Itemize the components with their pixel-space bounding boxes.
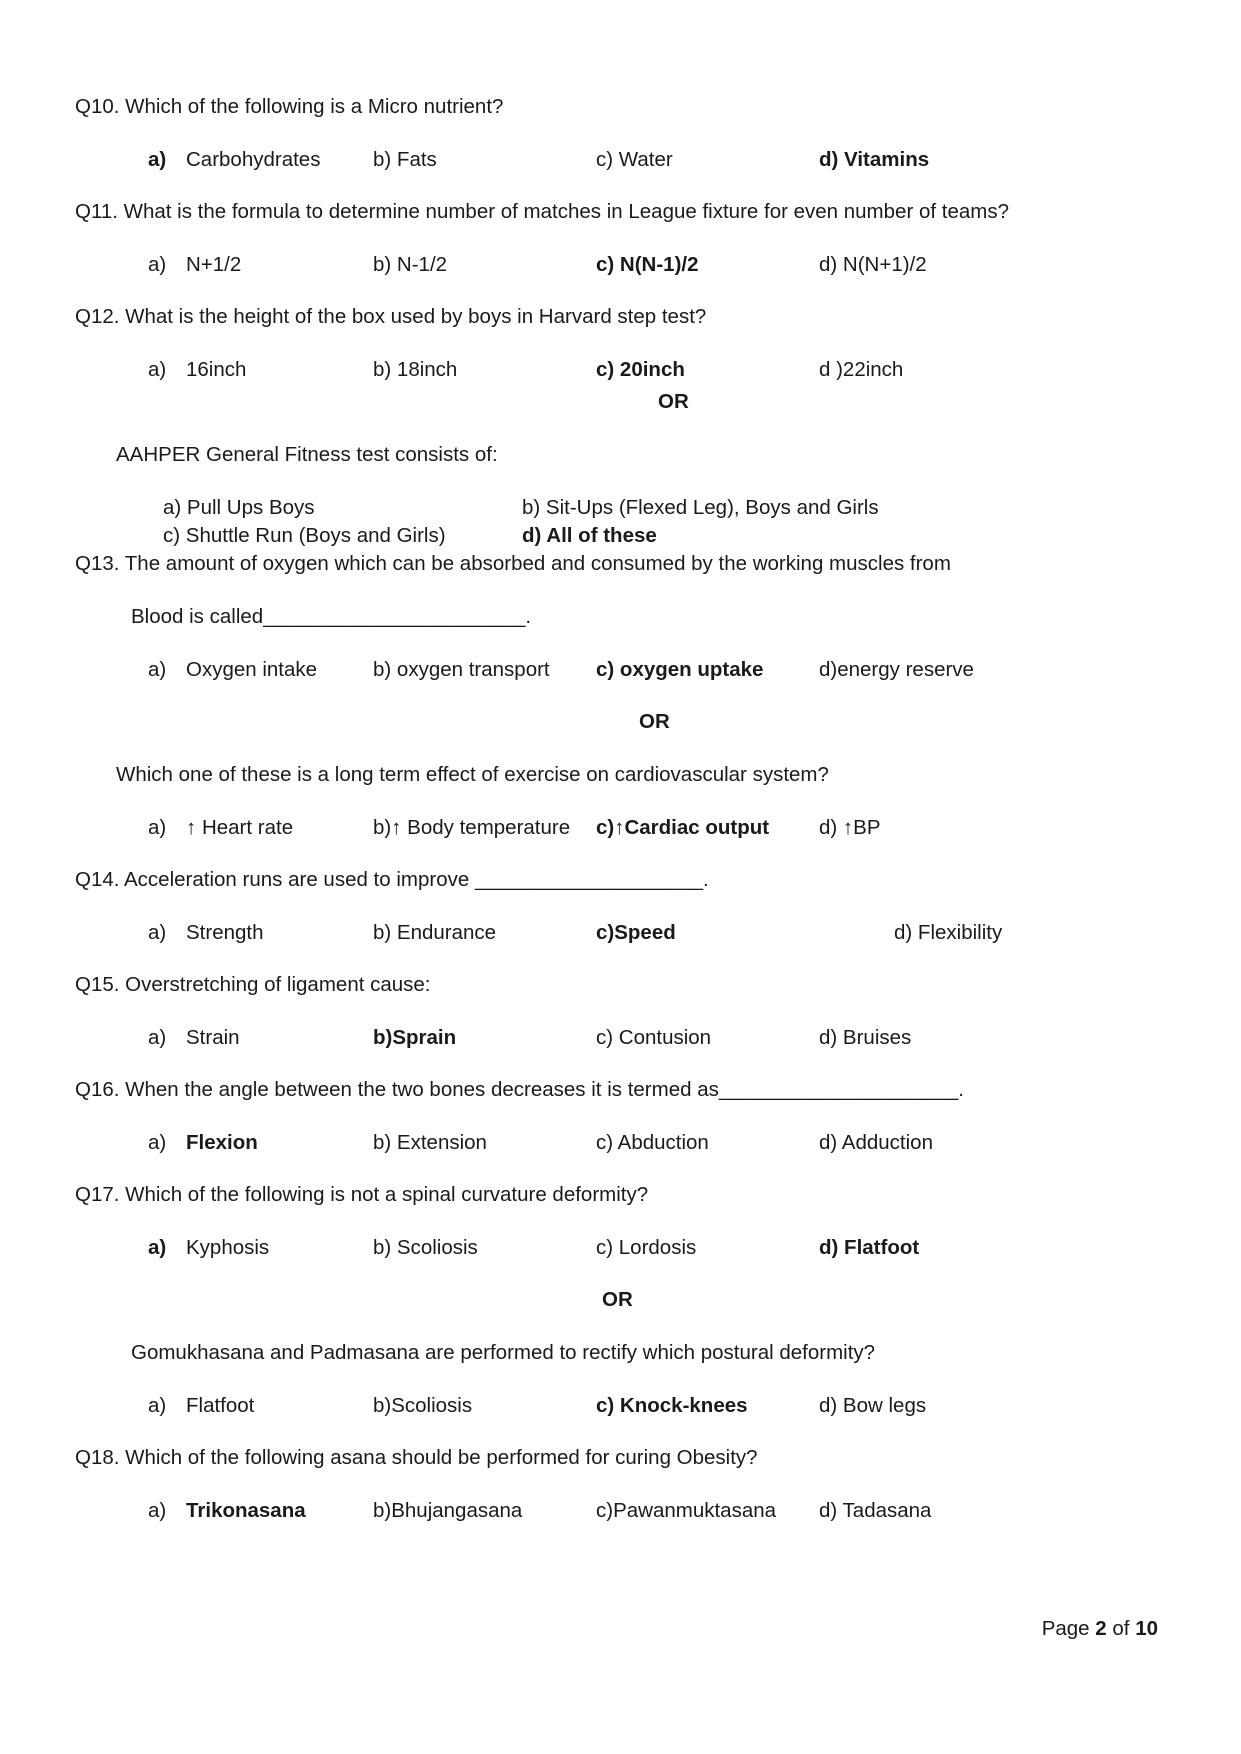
option-a: Strain bbox=[186, 1026, 240, 1049]
option-d: d)energy reserve bbox=[819, 658, 974, 681]
alt-option-c: c) Shuttle Run (Boys and Girls) bbox=[163, 524, 446, 547]
option-a-label: a) bbox=[148, 658, 167, 681]
option-b: b) Fats bbox=[373, 148, 437, 171]
option-d-answer: d) Flatfoot bbox=[819, 1236, 920, 1259]
option-a: Strength bbox=[186, 921, 264, 944]
question-q14: Q14. Acceleration runs are used to improve ____________________. bbox=[75, 868, 709, 891]
option-a-label: a) bbox=[148, 358, 167, 381]
option-d: d) N(N+1)/2 bbox=[819, 253, 927, 276]
option-b: b) N-1/2 bbox=[373, 253, 448, 276]
alt-option-d: d) ↑BP bbox=[819, 816, 881, 839]
question-q18: Q18. Which of the following asana should be performed for curing Obesity? bbox=[75, 1446, 758, 1469]
option-c: c) Abduction bbox=[596, 1131, 709, 1154]
option-c-answer: c) 20inch bbox=[596, 358, 685, 381]
or-separator: OR bbox=[602, 1288, 633, 1311]
option-a: Kyphosis bbox=[186, 1236, 270, 1259]
question-q13: Q13. The amount of oxygen which can be absorbed and consumed by the working muscles from bbox=[75, 552, 951, 575]
page-prefix: Page bbox=[1041, 1617, 1096, 1640]
or-separator: OR bbox=[639, 710, 670, 733]
option-c: c) Lordosis bbox=[596, 1236, 697, 1259]
alternate-question: AAHPER General Fitness test consists of: bbox=[116, 443, 498, 466]
option-c-answer: c) oxygen uptake bbox=[596, 658, 764, 681]
option-d: d) Tadasana bbox=[819, 1499, 932, 1522]
alt-option-b: b)↑ Body temperature bbox=[373, 816, 571, 839]
option-a-label: a) bbox=[148, 921, 167, 944]
option-a-label: a) bbox=[148, 148, 167, 171]
option-b: b) 18inch bbox=[373, 358, 458, 381]
option-d: d) Adduction bbox=[819, 1131, 933, 1154]
option-c: c) Contusion bbox=[596, 1026, 712, 1049]
option-a-label: a) bbox=[148, 1131, 167, 1154]
alt-option-d-answer: d) All of these bbox=[522, 524, 657, 547]
alt-option-a-label: a) bbox=[148, 1394, 167, 1417]
alt-option-a-label: a) bbox=[148, 816, 167, 839]
page-number bbox=[1042, 1617, 1158, 1641]
alt-option-c-answer: c)↑Cardiac output bbox=[596, 816, 770, 839]
option-c-answer: c)Speed bbox=[596, 921, 676, 944]
option-a-label: a) bbox=[148, 1026, 167, 1049]
option-c: c) Water bbox=[596, 148, 673, 171]
alt-option-d: d) Bow legs bbox=[819, 1394, 927, 1417]
page-of: of bbox=[1106, 1617, 1136, 1640]
option-d: d )22inch bbox=[819, 358, 904, 381]
current-page: 2 bbox=[1095, 1617, 1107, 1640]
option-b-answer: b)Sprain bbox=[373, 1026, 457, 1049]
option-b: b) Scoliosis bbox=[373, 1236, 478, 1259]
or-separator: OR bbox=[658, 390, 689, 413]
alt-option-a: Flatfoot bbox=[186, 1394, 255, 1417]
question-q17: Q17. Which of the following is not a spinal curvature deformity? bbox=[75, 1183, 649, 1206]
question-q10: Q10. Which of the following is a Micro nutrient? bbox=[75, 95, 504, 118]
alt-option-b: b) Sit-Ups (Flexed Leg), Boys and Girls bbox=[522, 496, 879, 519]
alt-option-a: ↑ Heart rate bbox=[186, 816, 294, 839]
option-d: d) Bruises bbox=[819, 1026, 912, 1049]
option-a: N+1/2 bbox=[186, 253, 242, 276]
option-a-answer: Trikonasana bbox=[186, 1499, 306, 1522]
option-d-answer: d) Vitamins bbox=[819, 148, 930, 171]
question-q12: Q12. What is the height of the box used by boys in Harvard step test? bbox=[75, 305, 707, 328]
option-c: c)Pawanmuktasana bbox=[596, 1499, 777, 1522]
option-b: b) Extension bbox=[373, 1131, 487, 1154]
option-c-answer: c) N(N-1)/2 bbox=[596, 253, 699, 276]
question-q15: Q15. Overstretching of ligament cause: bbox=[75, 973, 431, 996]
option-a-label: a) bbox=[148, 1236, 167, 1259]
alternate-question: Which one of these is a long term effect of exercise on cardiovascular system? bbox=[116, 763, 829, 786]
option-a: Carbohydrates bbox=[186, 148, 321, 171]
question-q11: Q11. What is the formula to determine number of matches in League fixture for even number of teams? bbox=[75, 200, 1009, 223]
question-q16: Q16. When the angle between the two bones decreases it is termed as_____________________. bbox=[75, 1078, 964, 1101]
option-a-answer: Flexion bbox=[186, 1131, 258, 1154]
option-b: b) oxygen transport bbox=[373, 658, 550, 681]
alt-option-c-answer: c) Knock-knees bbox=[596, 1394, 748, 1417]
option-a: 16inch bbox=[186, 358, 247, 381]
alt-option-a: a) Pull Ups Boys bbox=[163, 496, 315, 519]
total-pages: 10 bbox=[1135, 1617, 1158, 1640]
alternate-question: Gomukhasana and Padmasana are performed to rectify which postural deformity? bbox=[131, 1341, 876, 1364]
option-b: b)Bhujangasana bbox=[373, 1499, 523, 1522]
option-b: b) Endurance bbox=[373, 921, 497, 944]
alt-option-b: b)Scoliosis bbox=[373, 1394, 473, 1417]
option-a-label: a) bbox=[148, 1499, 167, 1522]
option-a: Oxygen intake bbox=[186, 658, 318, 681]
option-d: d) Flexibility bbox=[894, 921, 1003, 944]
option-a-label: a) bbox=[148, 253, 167, 276]
question-q13-continued: Blood is called_______________________. bbox=[131, 605, 532, 628]
